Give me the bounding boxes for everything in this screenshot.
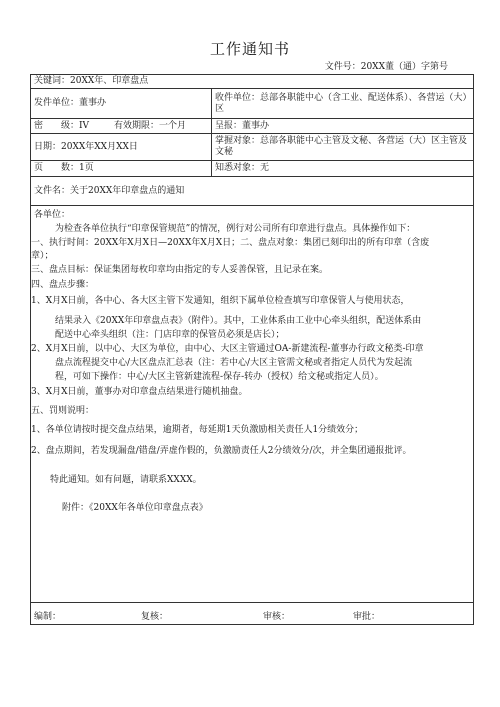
notify-target-field: 知悉对象：无 <box>215 163 270 173</box>
secrecy-row <box>31 119 473 134</box>
date-field: 日期：20XX年XX月XX日 <box>31 134 212 160</box>
step-3: 3、X月X日前，董事办对印章盘点结果进行随机抽盘。 <box>31 387 248 397</box>
reviewer-label: 复核： <box>141 612 169 622</box>
item-3: 三、盘点目标：保证集团每枚印章均由指定的专人妥善保管，且记录在案。 <box>31 265 329 275</box>
item-4-heading: 四、盘点步骤： <box>31 280 95 290</box>
rule-1: 1、各单位请按时提交盘点结果，逾期者，每延期1天负激励相关责任人1分绩效分； <box>31 425 364 435</box>
item-1-line-2: 章）； <box>31 251 54 261</box>
document-number: 文件号：20XX董（通）字第号 <box>324 62 448 72</box>
salutation: 各单位： <box>34 210 71 220</box>
step-2-line-3: 程，可如下操作：中心/大区主管新建流程-保存-转办（授权）给文秘或指定人员）。 <box>55 372 384 382</box>
step-1-line-2: 结果录入《20XX年印章盘点表》（附件）。其中，工业体系由工业中心牵头组织，配送体系由 <box>55 316 422 326</box>
keywords-row <box>31 75 473 89</box>
drafter-label: 编制： <box>34 612 62 622</box>
receiving-unit-field: 收件单位：总部各职能中心（含工业、配送体系）、各营运（大）区 <box>215 92 468 114</box>
intro-paragraph: 为检查各单位执行“印章保管规范”的情况，例行对公司所有印章进行盘点。具体操作如下： <box>55 224 416 234</box>
approver-label: 审批： <box>353 612 381 622</box>
attachment-note: 附件：《20XX年各单位印章盘点表》 <box>62 503 208 513</box>
pages-row <box>31 161 473 177</box>
step-1-line-3: 配送中心牵头组织（注：门店印章的保管员必须是店长）； <box>55 330 285 340</box>
step-1-line-1: 1、X月X日前，各中心、各大区主管下发通知，组织下属单位检查填写印章保管人与使用状态， <box>31 296 410 306</box>
date-row <box>31 134 473 161</box>
report-to-field: 呈报：董事办 <box>215 120 270 131</box>
keywords-field: 关键词：20XX年、印章盘点 <box>34 76 149 86</box>
auditor-label: 审核： <box>263 612 291 622</box>
file-name-row <box>31 177 473 206</box>
contact-notice: 特此通知。如有问题，请联系XXXX。 <box>50 475 202 485</box>
item-1-line-1: 一、执行时间：20XX年X月X日—20XX年X月X日；二、盘点对象：集团已刻印出的所有印章（含废 <box>31 238 430 248</box>
issuing-unit-field: 发件单位：董事办 <box>31 89 212 118</box>
page-title: 工作通知书 <box>209 40 290 58</box>
file-name-field: 文件名：关于20XX年印章盘点的通知 <box>34 185 185 196</box>
step-2-line-2: 盘点流程提交中心/大区盘点汇总表（注：若中心/大区主管需文秘或者指定人员代为发起流 <box>55 358 413 368</box>
item-5-heading: 五、罚则说明： <box>31 406 95 416</box>
validity-field: 有效期限：一个月 <box>111 119 212 133</box>
notice-body <box>31 206 473 603</box>
step-2-line-1: 2、X月X日前，以中心、大区为单位，由中心、大区主管通过OA-新建流程-董事办行政文秘类-印章 <box>31 344 424 354</box>
units-row <box>31 89 473 119</box>
pages-field: 页 数：1页 <box>31 161 212 176</box>
handle-target-field: 掌握对象：总部各职能中心主管及文秘、各营运（大）区主管及文秘 <box>215 136 468 157</box>
notice-form <box>30 74 474 625</box>
rule-2: 2、盘点期间，若发现漏盘/错盘/弄虚作假的，负激励责任人2分绩效分/次，并全集团通报批评。 <box>31 446 412 456</box>
signoff-row <box>31 604 473 624</box>
secrecy-level-field: 密 级：IV <box>34 120 90 131</box>
